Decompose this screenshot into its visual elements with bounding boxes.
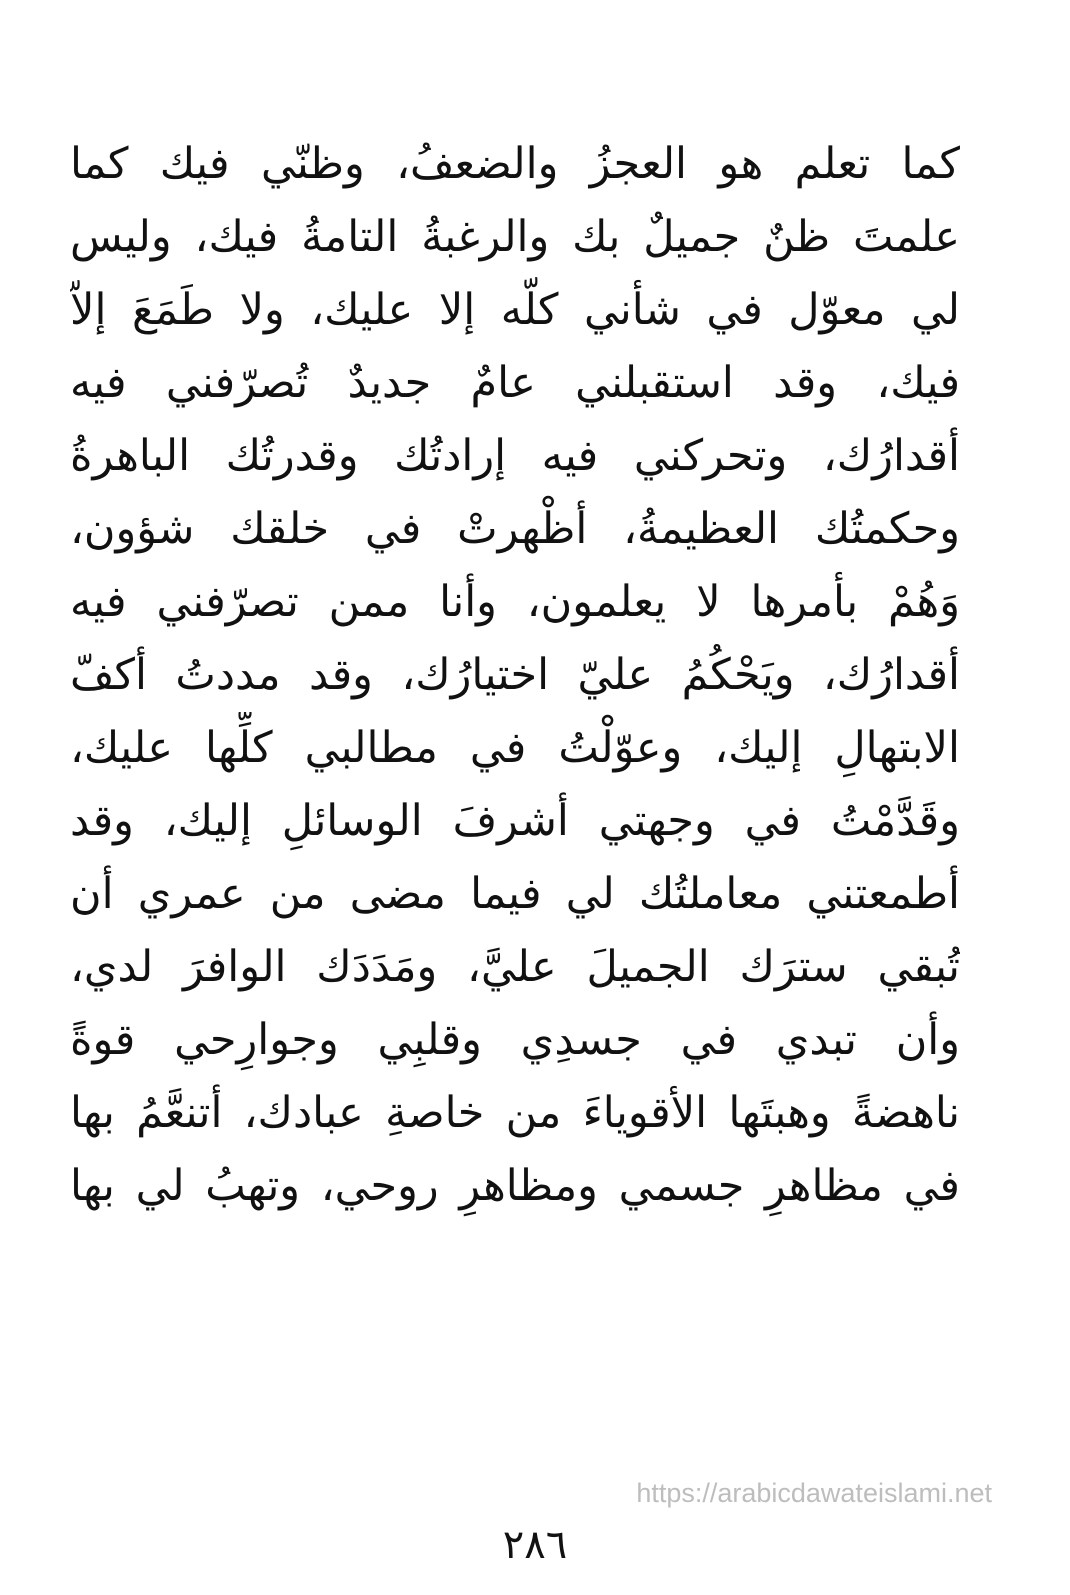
text-line-8: أقدارُك، ويَحْكُمُ عليّ اختيارُك، وقد مددتُ أكفّ <box>70 650 960 700</box>
text-line-7: وَهُمْ بأمرها لا يعلمون، وأنا ممن تصرّفني فيه <box>70 577 960 627</box>
text-line-4: فيك، وقد استقبلني عامٌ جديدٌ تُصرّفني فيه <box>70 358 960 408</box>
text-line-5: أقدارُك، وتحركني فيه إرادتُك وقدرتُك الباهرةُ <box>70 431 960 481</box>
text-line-14: ناهضةً وهبتَها الأقوياءَ من خاصةِ عبادك، أتنعَّمُ بها <box>70 1088 960 1138</box>
text-line-1: كما تعلم هو العجزُ والضعفُ، وظنّي فيك كما <box>70 139 960 189</box>
page-number: ٢٨٦ <box>502 1522 568 1568</box>
text-line-6: وحكمتُك العظيمةُ، أظْهرتْ في خلقك شؤون، <box>70 504 960 554</box>
text-line-10: وقَدَّمْتُ في وجهتي أشرفَ الوسائلِ إليك، وقد <box>70 796 960 846</box>
watermark-url: https://arabicdawateislami.net <box>636 1478 992 1508</box>
text-line-9: الابتهالِ إليك، وعوّلْتُ في مطالبي كلِّها عليك، <box>70 723 960 773</box>
text-line-13: وأن تبدي في جسدِي وقلبِي وجوارِحي قوةً <box>70 1015 960 1065</box>
text-line-2: علمتَ ظنٌ جميلٌ بك والرغبةُ التامةُ فيك، وليس <box>70 212 960 262</box>
text-line-11: أطمعتني معاملتُك لي فيما مضى من عمري أن <box>70 869 960 919</box>
text-line-15: في مظاهرِ جسمي ومظاهرِ روحي، وتهبُ لي بها <box>70 1161 960 1211</box>
text-line-12: تُبقي سترَك الجميلَ عليَّ، ومَدَدَك الوافرَ لدي، <box>70 942 960 992</box>
text-line-3: لي معوّل في شأني كلّه إلا عليك، ولا طَمَعَ إلاّ <box>70 285 960 335</box>
body-text <box>70 128 960 1223</box>
